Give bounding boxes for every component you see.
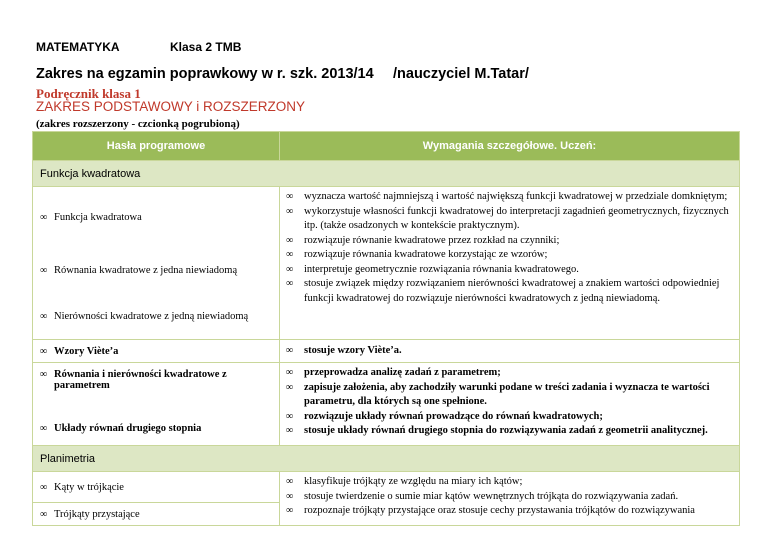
bullet-icon: ∞ (286, 205, 294, 217)
requirement-item: ∞ rozwiązuje równania kwadratowe korzystając ze wzorów; (280, 248, 733, 263)
section-row (33, 161, 740, 187)
requirement-item: ∞ wykorzystuje własności funkcji kwadratowej do interpretacji zagadnień geometrycznych, fizycznych itp. (także osadzonych w kontekście praktycznym). (280, 205, 733, 234)
topics-cell (33, 472, 280, 526)
section-title: Funkcja kwadratowa (33, 161, 740, 187)
bullet-icon: ∞ (286, 345, 294, 356)
requirement-item: ∞ rozwiązuje równanie kwadratowe przez rozkład na czynniki; (280, 234, 733, 249)
subject-label: MATEMATYKA (36, 40, 120, 54)
teacher-name: /nauczyciel M.Tatar/ (393, 66, 529, 82)
table-row (33, 187, 740, 340)
col-header-topics: Hasła programowe (33, 132, 280, 161)
requirement-item: ∞ stosuje układy równań drugiego stopnia do rozwiązywania zadań z geometrii analitycznej. (280, 424, 733, 439)
topics-cell (33, 187, 280, 340)
scope-note: (zakres rozszerzony - czcionką pogrubioną) (36, 118, 240, 130)
bullet-icon: ∞ (40, 369, 48, 380)
textbook-label: Podręcznik klasa 1 (36, 86, 141, 101)
bullet-icon: ∞ (286, 367, 294, 378)
requirement-item: ∞ przeprowadza analizę zadań z parametrem; (280, 366, 733, 381)
requirements-cell (280, 472, 740, 526)
topic-item: ∞ Trójkąty przystające (33, 502, 279, 525)
bullet-icon: ∞ (286, 410, 294, 422)
table-row (33, 472, 740, 526)
document-title: Zakres na egzamin poprawkowy w r. szk. 2013/14 (36, 66, 374, 82)
bullet-icon: ∞ (286, 249, 294, 260)
requirement-item: ∞ stosuje związek między rozwiązaniem nierówności kwadratowej a znakiem wartości odpowiedniej funkcji kwadratowej do rozwiązuje nierówności kwadratowych z jedną niewiadomą. (280, 277, 733, 306)
bullet-icon: ∞ (40, 310, 48, 322)
topic-item: ∞ Funkcja kwadratowa (40, 211, 142, 223)
requirements-cell (280, 363, 740, 446)
topic-item: ∞ Kąty w trójkącie (40, 481, 124, 493)
section-title: Planimetria (33, 446, 740, 472)
requirement-item: ∞ stosuje wzory Viète’a. (280, 344, 733, 359)
requirements-cell (280, 187, 740, 340)
bullet-icon: ∞ (40, 211, 48, 223)
bullet-icon: ∞ (286, 191, 294, 202)
requirement-item: ∞ interpretuje geometrycznie rozwiązania równania kwadratowego. (280, 263, 733, 278)
bullet-icon: ∞ (286, 505, 294, 516)
table-header-row (33, 132, 740, 161)
requirements-table (32, 131, 740, 526)
bullet-icon: ∞ (286, 425, 294, 436)
class-label: Klasa 2 TMB (170, 40, 242, 54)
topic-item: ∞ Równania i nierówności kwadratowe z parametrem (40, 369, 227, 391)
bullet-icon: ∞ (286, 476, 294, 487)
bullet-icon: ∞ (40, 345, 48, 357)
requirement-item: ∞ rozwiązuje układy równań prowadzące do równań kwadratowych; (280, 410, 733, 425)
bullet-icon: ∞ (40, 508, 48, 520)
bullet-icon: ∞ (286, 490, 294, 502)
topic-item: ∞ Równania kwadratowe z jedna niewiadomą (40, 264, 238, 276)
bullet-icon: ∞ (40, 481, 48, 493)
requirement-item: ∞ wyznacza wartość najmniejszą i wartość największą funkcji kwadratowej w przedziale domkniętym; (280, 190, 733, 205)
topic-item: ∞ Wzory Viète’a (40, 345, 119, 357)
bullet-icon: ∞ (40, 422, 48, 434)
bullet-icon: ∞ (40, 264, 48, 276)
bullet-icon: ∞ (286, 278, 294, 289)
requirement-item: ∞ stosuje twierdzenie o sumie miar kątów wewnętrznych trójkąta do rozwiązywania zadań. (280, 490, 733, 505)
topics-cell (33, 363, 280, 446)
section-row (33, 446, 740, 472)
requirement-item: ∞ zapisuje założenia, aby zachodziły warunki podane w treści zadania i wyznacza te wartości parametru, dla których są one spełnione. (280, 381, 733, 410)
topics-cell (33, 340, 280, 363)
table-row (33, 363, 740, 446)
bullet-icon: ∞ (286, 234, 294, 246)
table-row (33, 340, 740, 363)
bullet-icon: ∞ (286, 381, 294, 393)
scope-label: ZAKRES PODSTAWOWY i ROZSZERZONY (36, 99, 306, 114)
col-header-requirements: Wymagania szczegółowe. Uczeń: (280, 132, 740, 161)
requirement-item: ∞ klasyfikuje trójkąty ze względu na miary ich kątów; (280, 475, 733, 490)
requirements-cell (280, 340, 740, 363)
bullet-icon: ∞ (286, 263, 294, 275)
topic-item: ∞ Układy równań drugiego stopnia (40, 422, 202, 434)
topic-item: ∞ Nierówności kwadratowe z jedną niewiadomą (40, 310, 249, 322)
requirement-item: ∞ rozpoznaje trójkąty przystające oraz stosuje cechy przystawania trójkątów do rozwiązywania (280, 504, 733, 519)
